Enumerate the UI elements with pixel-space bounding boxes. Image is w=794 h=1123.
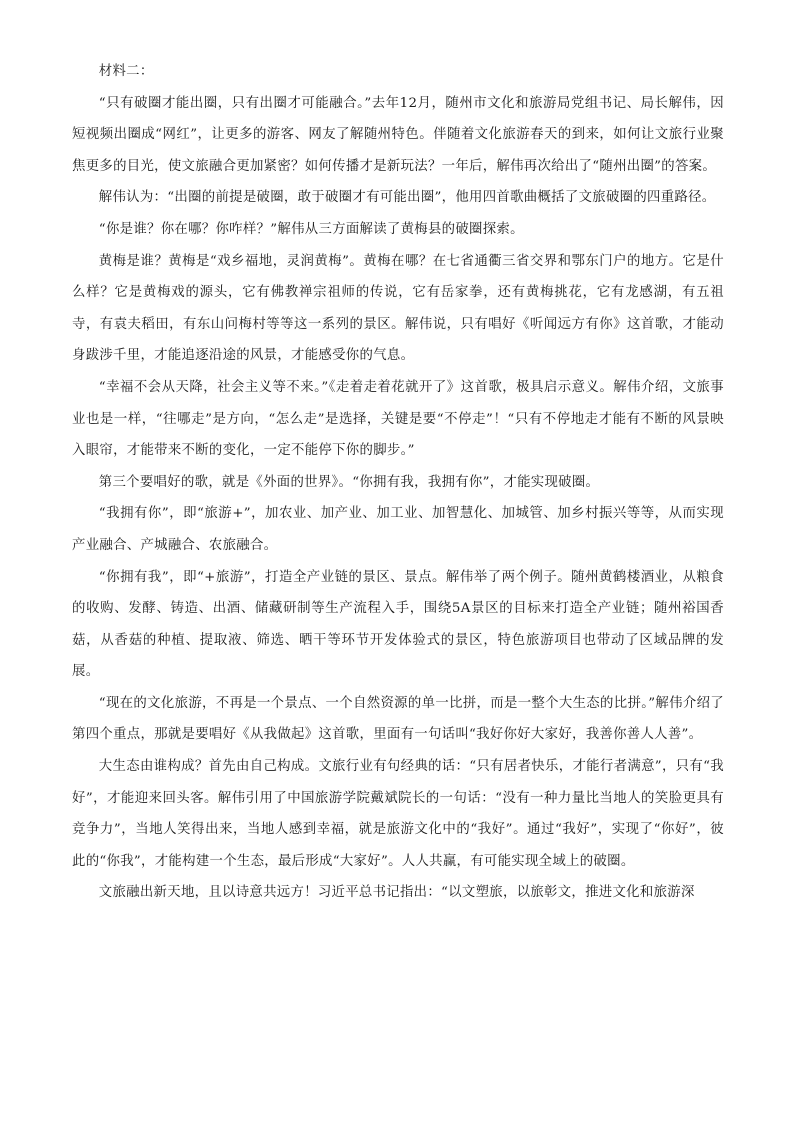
paragraph-new-world: 文旅融出新天地，且以诗意共远方！习近平总书记指出：“以文塑旅，以旅彰文，推进文化和旅游深 [98,885,695,901]
material-heading: 材料二： [98,64,154,79]
document-page [72,56,724,909]
paragraph-third-song: 第三个要唱好的歌，就是《外面的世界》。“你拥有我，我拥有你”，才能实现破圈。 [98,474,600,490]
paragraph-who-builds: 大生态由谁构成？首先由自己构成。文旅行业有句经典的话：“只有居者快乐，才能行者满意”，只有“我好”，才能迎来回头客。解伟引用了中国旅游学院戴斌院长的一句话：“没有一种力量比当地人的笑脸更具有竞争力”，当地人笑得出来，当地人感到幸福，就是旅游文化中的“我好”。通过“我好”，实现了“你好”，彼此的“你我”，才能构建一个生态，最后形成“大家好”。人人共赢，有可能实现全域上的破圈。 [72,759,724,869]
paragraph-keep-walking: “幸福不会从天降，社会主义等不来。”《走着走着花就开了》这首歌，极具启示意义。解伟介绍，文旅事业也是一样，“往哪走”是方向，“怎么走”是选择，关键是要“不停走”！“只有不停地走才能有不断的风景映入眼帘，才能带来不断的变化，一定不能停下你的脚步。” [72,379,724,459]
paragraph-breaking-circle: “只有破圈才能出圈，只有出圈才可能融合。”去年12月，随州市文化和旅游局党组书记、局长解伟，因短视频出圈成“网红”，让更多的游客、网友了解随州特色。伴随着文化旅游春天的到来，如何让文旅行业聚焦更多的目光，使文旅融合更加紧密？如何传播才是新玩法？一年后，解伟再次给出了“随州出圈”的答案。 [72,95,724,174]
paragraph-plus-tourism: “你拥有我”，即“+旅游”，打造全产业链的景区、景点。解伟举了两个例子。随州黄鹤楼酒业，从粮食的收购、发酵、铸造、出酒、储藏研制等生产流程入手，围绕5A景区的目标来打造全产业链；随州裕国香菇，从香菇的种植、提取液、筛选、晒干等环节开发体验式的景区，特色旅游项目也带动了区域品牌的发展。 [72,569,724,680]
paragraph-three-questions: “你是谁？你在哪？你咋样？”解伟从三方面解读了黄梅县的破圈探索。 [98,221,524,237]
paragraph-four-paths: 解伟认为：“出圈的前提是破圈，敢于破圈才有可能出圈”，他用四首歌曲概括了文旅破圈的四重路径。 [98,190,716,206]
paragraph-huangmei: 黄梅是谁？黄梅是“戏乡福地，灵润黄梅”。黄梅在哪？在七省通衢三省交界和鄂东门户的地方。它是什么样？它是黄梅戏的源头，它有佛教禅宗祖师的传说，它有岳家拳，还有黄梅挑花，它有龙感湖，有五祖寺，有袁夫稻田，有东山问梅村等等这一系列的景区。解伟说，只有唱好《听闻远方有你》这首歌，才能动身跋涉千里，才能追逐沿途的风景，才能感受你的气息。 [72,253,724,364]
paragraph-ecosystem: “现在的文化旅游，不再是一个景点、一个自然资源的单一比拼，而是一整个大生态的比拼。”解伟介绍了第四个重点，那就是要唱好《从我做起》这首歌，里面有一句话叫“我好你好大家好，我善你善人人善”。 [72,695,724,743]
paragraph-tourism-plus: “我拥有你”，即“旅游+”，加农业、加产业、加工业、加智慧化、加城管、加乡村振兴等等，从而实现产业融合、产城融合、农旅融合。 [72,506,724,553]
